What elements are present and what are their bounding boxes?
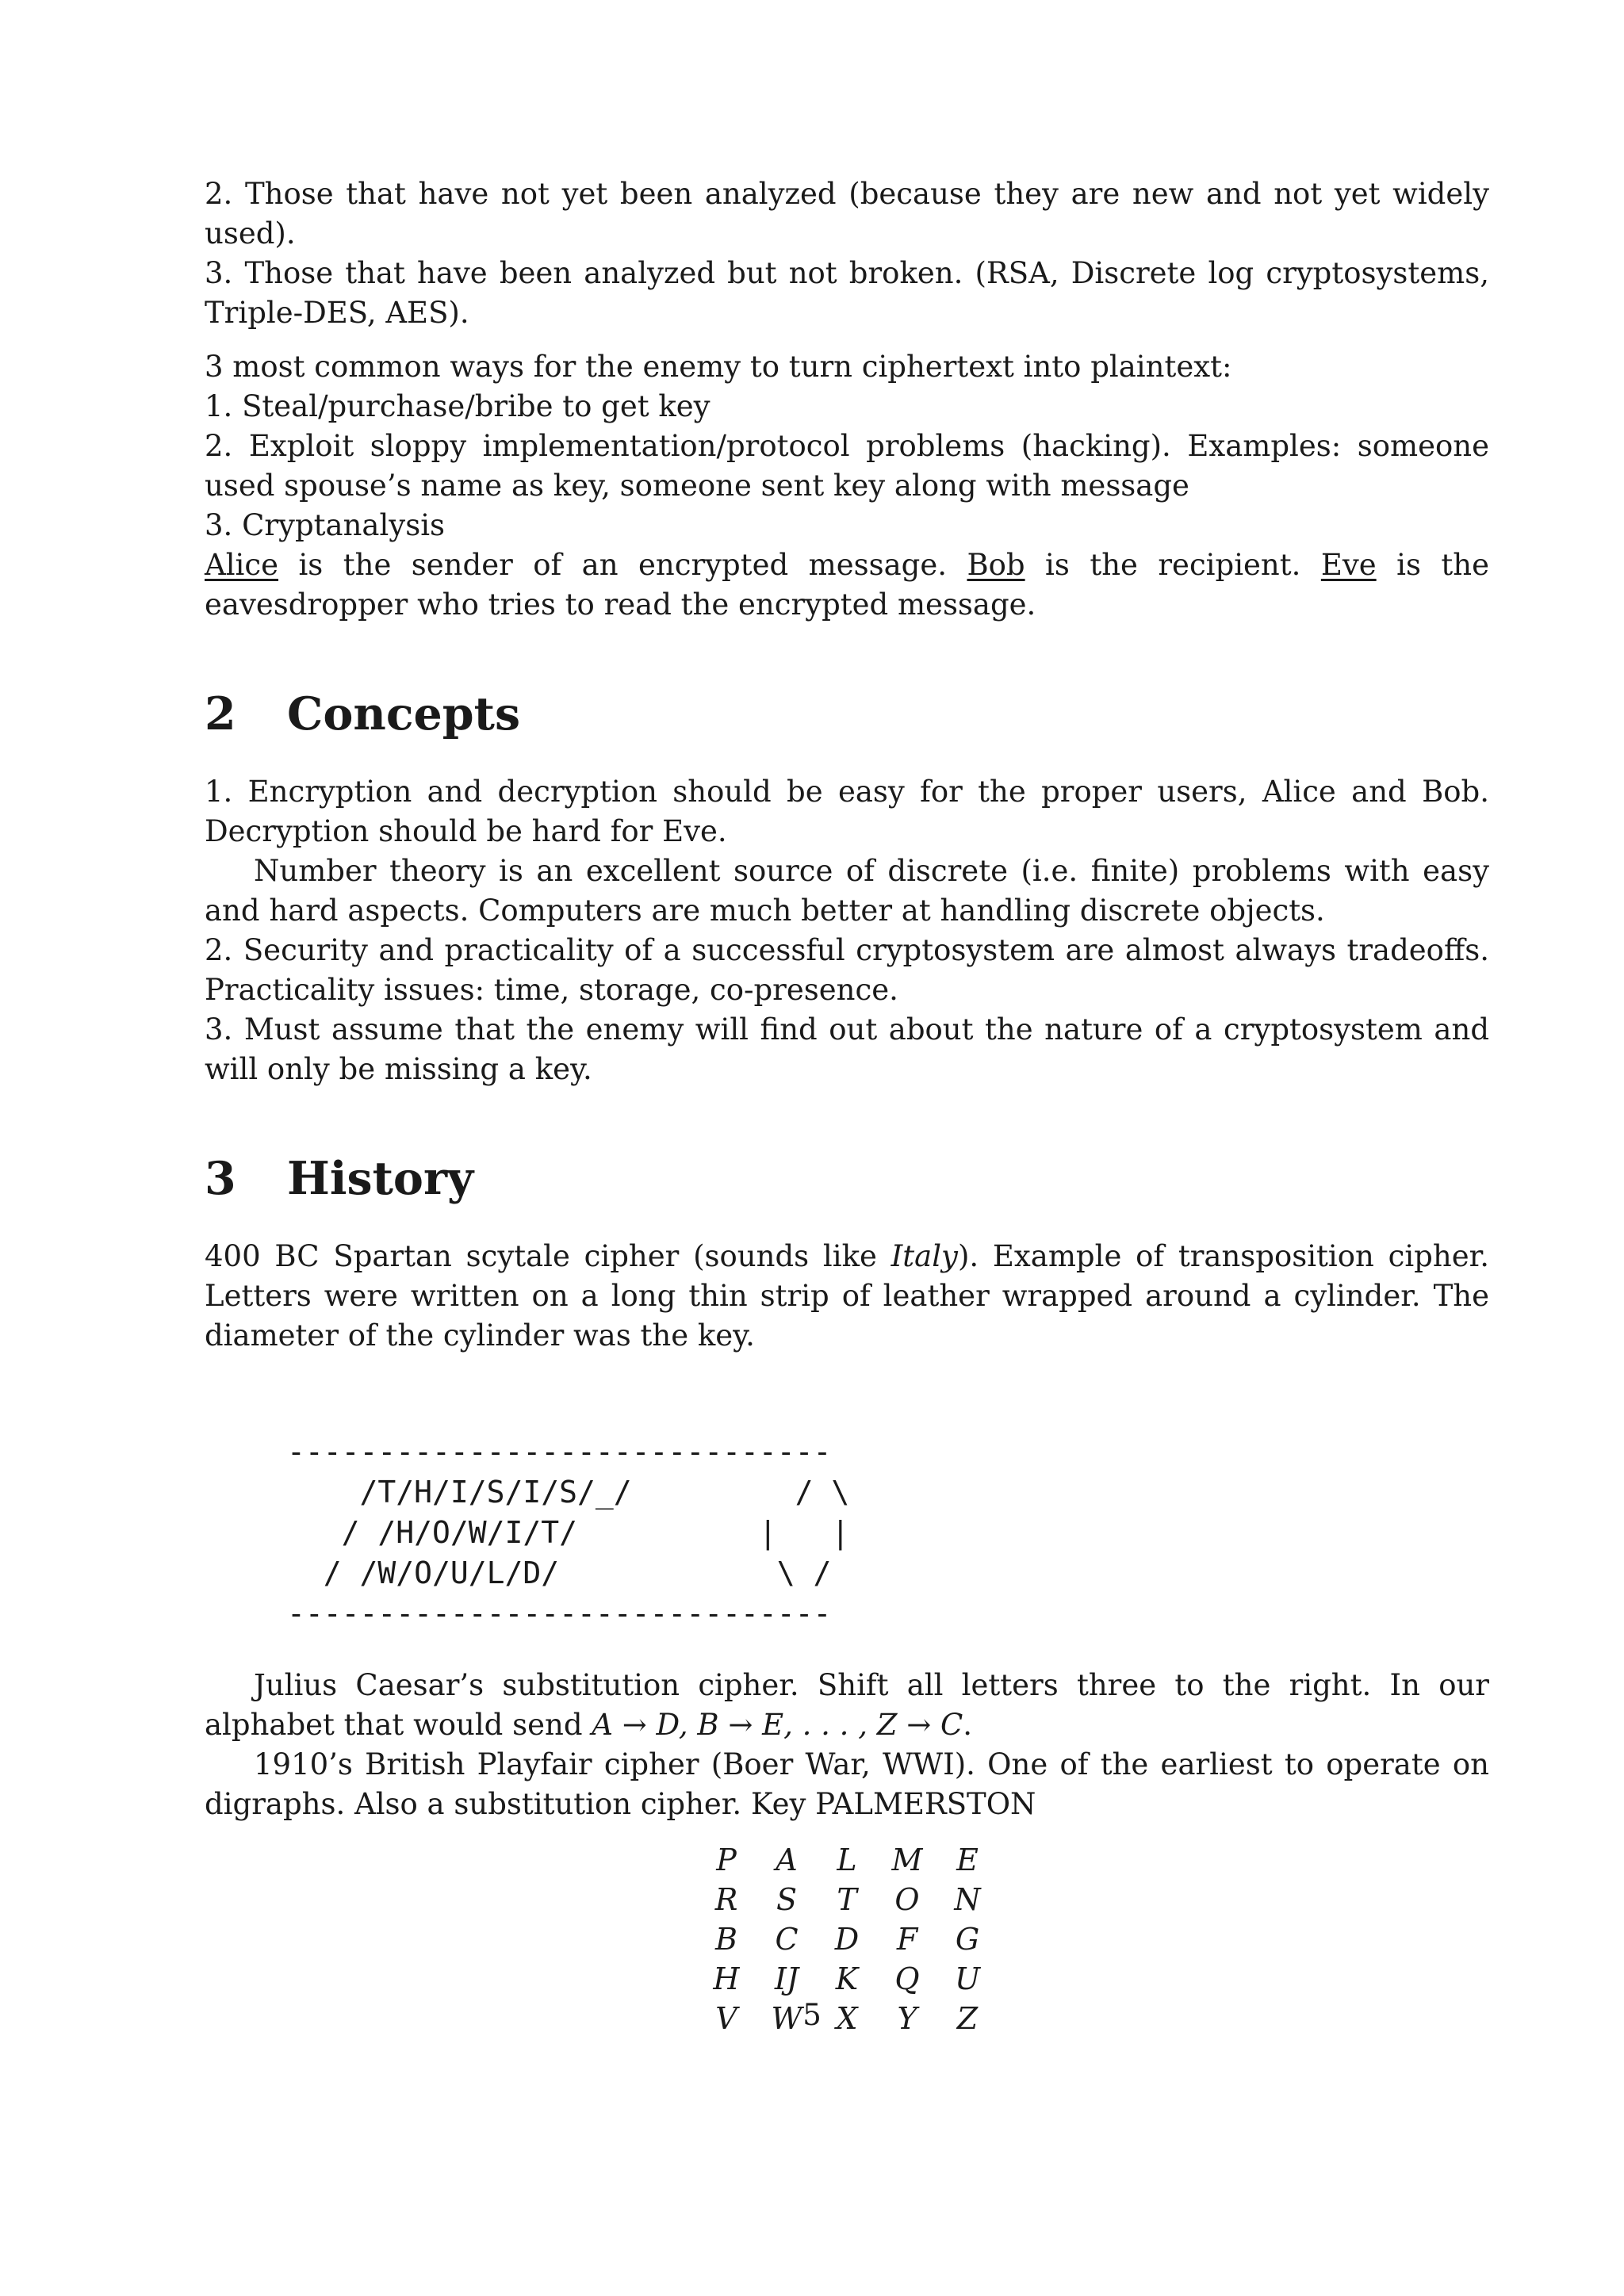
playfair-cell: Q [894, 1961, 920, 1996]
ways-item-2: 2. Exploit sloppy implementation/protocol problems (hacking). Examples: someone used spouse’s name as key, someone sent key along with message [205, 429, 1489, 503]
ways-block [205, 347, 1489, 625]
eve-term: Eve [1320, 548, 1377, 582]
playfair-cell: Y [897, 2001, 917, 2036]
playfair-cell: L [837, 1843, 857, 1877]
concepts-paragraph-1: 1. Encryption and decryption should be easy for the proper users, Alice and Bob. Decryption should be hard for Eve. [205, 775, 1489, 848]
caesar-shift-formula: A → D, B → E, . . . , Z → C [592, 1708, 963, 1742]
intro-line-3: 3. Those that have been analyzed but not broken. (RSA, Discrete log cryptosystems, Triple-DES, AES). [205, 256, 1489, 330]
scytale-ascii-diagram: ------------------------------ /T/H/I/S/I/S/_/ / \ / /H/O/W/I/T/ | | / /W/O/U/L/D/ \ / ------------------------------ [287, 1434, 850, 1631]
playfair-cell: G [955, 1922, 980, 1957]
playfair-cell: F [896, 1922, 918, 1957]
page-body [205, 174, 1489, 2038]
concepts-paragraph-2: Number theory is an excellent source of discrete (i.e. finite) problems with easy and hard aspects. Computers are much better at handling discrete objects. [205, 854, 1489, 928]
ways-item-1: 1. Steal/purchase/bribe to get key [205, 389, 710, 423]
playfair-cell: IJ [774, 1961, 799, 1996]
playfair-cell: K [835, 1961, 859, 1996]
playfair-cell: N [954, 1882, 981, 1917]
concepts-paragraph-3: 2. Security and practicality of a successful cryptosystem are almost always tradeoffs. Practicality issues: time, storage, co-presence. [205, 933, 1489, 1007]
section-heading-concepts: 2 Concepts [205, 687, 521, 740]
playfair-cell: A [776, 1843, 798, 1877]
concepts-paragraph-4: 3. Must assume that the enemy will find out about the nature of a cryptosystem and will only be missing a key. [205, 1012, 1489, 1086]
caesar-paragraph: Julius Caesar’s substitution cipher. Shift all letters three to the right. In our alphabet that would send A → D, B → E, . . . , Z → C. [205, 1668, 1489, 1742]
ways-item-3: 3. Cryptanalysis [205, 508, 446, 542]
playfair-cell: U [954, 1961, 981, 1996]
page-number: 5 [802, 1998, 822, 2032]
ways-heading: 3 most common ways for the enemy to turn ciphertext into plaintext: [205, 350, 1232, 384]
section-heading-history: 3 History [205, 1152, 474, 1205]
playfair-cell: P [716, 1843, 737, 1877]
playfair-cell: H [713, 1961, 740, 1996]
playfair-cell: E [956, 1843, 979, 1877]
roles-paragraph: Alice is the sender of an encrypted message. Bob is the recipient. Eve is the eavesdropper who tries to read the encrypted message. [205, 548, 1489, 622]
playfair-cell: V [715, 2001, 737, 2036]
playfair-cell: Z [956, 2001, 979, 2036]
alice-term: Alice [205, 548, 279, 582]
concepts-block [205, 772, 1489, 1089]
history-block [205, 1237, 1489, 2038]
playfair-paragraph: 1910’s British Playfair cipher (Boer War, WWI). One of the earliest to operate on digraphs. Also a substitution cipher. Key PALMERSTON [205, 1747, 1489, 1821]
bob-term: Bob [967, 548, 1025, 582]
playfair-cell: M [891, 1843, 923, 1877]
playfair-cell: T [837, 1882, 857, 1917]
playfair-cell: X [836, 2001, 858, 2036]
scytale-paragraph: 400 BC Spartan scytale cipher (sounds like Italy). Example of transposition cipher. Letters were written on a long thin strip of leather wrapped around a cylinder. The diameter of the cylinder was the key. [205, 1239, 1489, 1353]
playfair-cell: O [894, 1882, 920, 1917]
playfair-cell: R [714, 1882, 738, 1917]
playfair-cell: W [771, 2001, 802, 2036]
intro-block [205, 174, 1489, 333]
playfair-cell: C [775, 1922, 799, 1957]
playfair-cell: B [715, 1922, 737, 1957]
playfair-cell: D [834, 1922, 860, 1957]
intro-line-2: 2. Those that have not yet been analyzed (because they are new and not yet widely used). [205, 177, 1489, 251]
playfair-cell: S [776, 1882, 798, 1917]
